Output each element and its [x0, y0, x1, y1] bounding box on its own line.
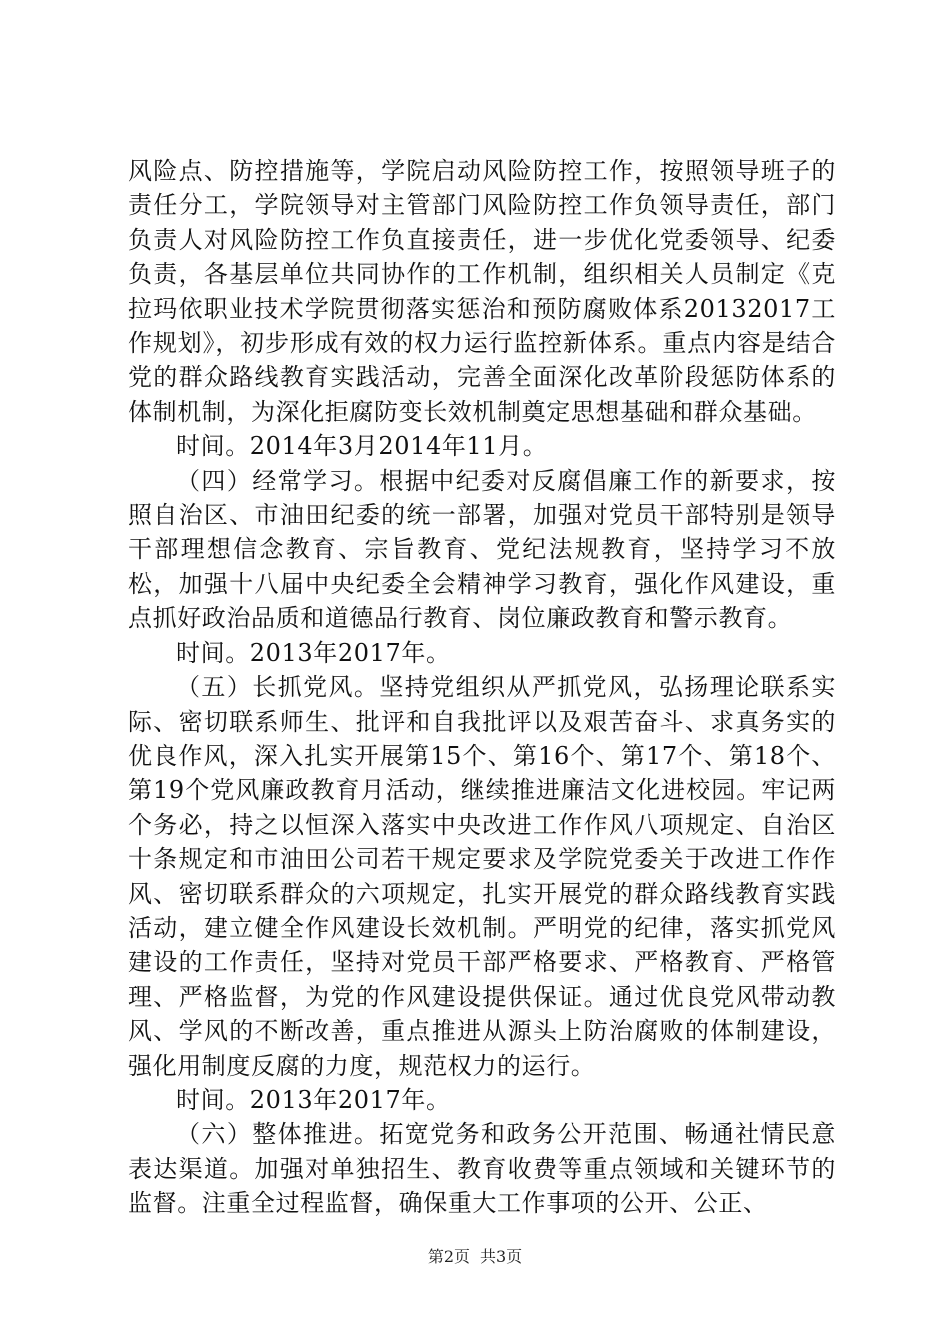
- paragraph-time-3: 时间。2013年2017年。: [176, 1085, 451, 1114]
- page-number: 第2页: [427, 1247, 470, 1266]
- page-footer: [0, 1247, 950, 1267]
- paragraph-time-2: 时间。2013年2017年。: [176, 638, 451, 667]
- paragraph-time-1: 时间。2014年3月2014年11月。: [176, 432, 548, 461]
- paragraph-section-6: （六）整体推进。拓宽党务和政务公开范围、畅通社情民意表达渠道。加强对单独招生、教育收费等重点领域和关键环节的监督。注重全过程监督，确保重大工作事项的公开、公正、: [128, 1120, 836, 1218]
- paragraph-continuation: 风险点、防控措施等，学院启动风险防控工作，按照领导班子的责任分工，学院领导对主管部门风险防控工作负领导责任，部门负责人对风险防控工作负直接责任，进一步优化党委领导、纪委负责，各基层单位共同协作的工作机制，组织相关人员制定《克拉玛依职业技术学院贯彻落实惩治和预防腐败体系20132017工作规划》，初步形成有效的权力运行监控新体系。重点内容是结合党的群众路线教育实践活动，完善全面深化改革阶段惩防体系的体制机制，为深化拒腐防变长效机制奠定思想基础和群众基础。: [128, 157, 836, 426]
- page-total: 共3页: [480, 1247, 523, 1266]
- paragraph-section-4: （四）经常学习。根据中纪委对反腐倡廉工作的新要求，按照自治区、市油田纪委的统一部署，加强对党员干部特别是领导干部理想信念教育、宗旨教育、党纪法规教育，坚持学习不放松，加强十八届中央纪委全会精神学习教育，强化作风建设，重点抓好政治品质和道德品行教育、岗位廉政教育和警示教育。: [128, 466, 836, 633]
- paragraph-section-5: （五）长抓党风。坚持党组织从严抓党风，弘扬理论联系实际、密切联系师生、批评和自我批评以及艰苦奋斗、求真务实的优良作风，深入扎实开展第15个、第16个、第17个、第18个、第19个党风廉政教育月活动，继续推进廉洁文化进校园。牢记两个务必，持之以恒深入落实中央改进工作作风八项规定、自治区十条规定和市油田公司若干规定要求及学院党委关于改进工作作风、密切联系群众的六项规定，扎实开展党的群众路线教育实践活动，建立健全作风建设长效机制。严明党的纪律，落实抓党风建设的工作责任，坚持对党员干部严格要求、严格教育、严格管理、严格监督，为党的作风建设提供保证。通过优良党风带动教风、学风的不断改善，重点推进从源头上防治腐败的体制建设，强化用制度反腐的力度，规范权力的运行。: [128, 673, 836, 1080]
- document-body: [128, 154, 836, 1221]
